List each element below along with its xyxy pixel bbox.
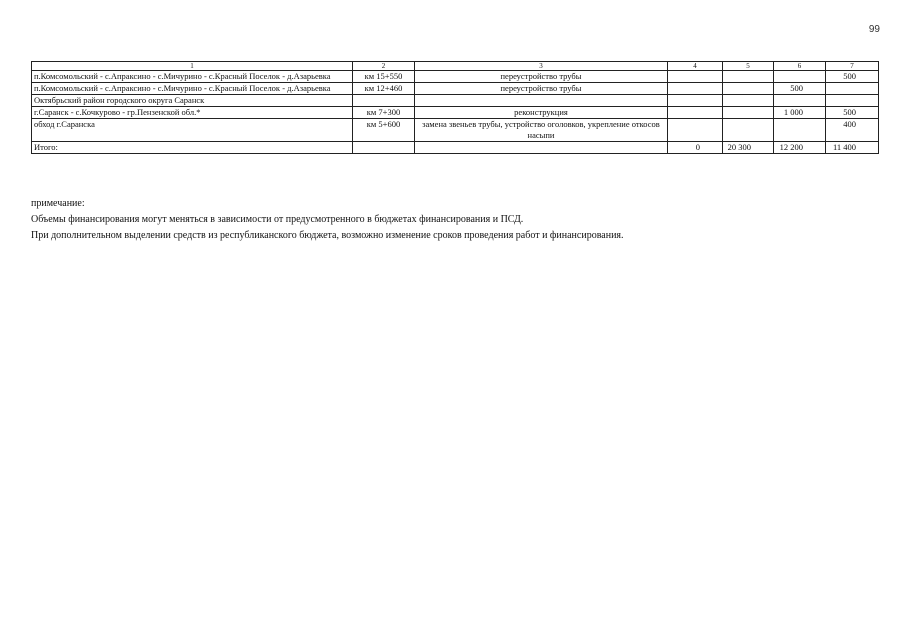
work-type-cell: реконструкция — [415, 107, 668, 119]
column-header: 4 — [668, 62, 723, 71]
empty-cell — [415, 142, 668, 154]
amount-col5-cell — [723, 107, 774, 119]
empty-cell — [353, 95, 415, 107]
table-row — [32, 83, 879, 95]
region-title: Октябрьский район городского округа Саранск — [32, 95, 353, 107]
total-col6-cell: 12 200 — [774, 142, 826, 154]
empty-cell — [723, 95, 774, 107]
amount-col4-cell — [668, 119, 723, 142]
column-header: 2 — [353, 62, 415, 71]
empty-cell — [668, 95, 723, 107]
amount-col5-cell — [723, 119, 774, 142]
empty-cell — [415, 95, 668, 107]
amount-col4-cell — [668, 83, 723, 95]
amount-col5-cell — [723, 71, 774, 83]
table-row — [32, 107, 879, 119]
empty-cell — [774, 95, 826, 107]
amount-col7-cell: 400 — [826, 119, 879, 142]
road-name-cell: п.Комсомольский - с.Апраксино - с.Мичурино - с.Красный Поселок - д.Азарьевка — [32, 71, 353, 83]
amount-col6-cell — [774, 71, 826, 83]
table-row — [32, 71, 879, 83]
amount-col5-cell — [723, 83, 774, 95]
amount-col7-cell — [826, 83, 879, 95]
work-type-cell: переустройство трубы — [415, 83, 668, 95]
table-header-row — [32, 62, 879, 71]
column-header: 6 — [774, 62, 826, 71]
notes-heading: примечание: — [31, 198, 85, 209]
amount-col6-cell — [774, 119, 826, 142]
amount-col4-cell — [668, 71, 723, 83]
work-type-cell: переустройство трубы — [415, 71, 668, 83]
funding-table — [31, 61, 879, 154]
km-cell: км 7+300 — [353, 107, 415, 119]
total-col7-cell: 11 400 — [826, 142, 879, 154]
amount-col7-cell: 500 — [826, 71, 879, 83]
note-line: Объемы финансирования могут меняться в зависимости от предусмотренного в бюджетах финансирования и ПСД. — [31, 214, 524, 225]
amount-col6-cell: 500 — [774, 83, 826, 95]
km-cell: км 5+600 — [353, 119, 415, 142]
column-header: 5 — [723, 62, 774, 71]
table-row — [32, 119, 879, 142]
road-name-cell: обход г.Саранска — [32, 119, 353, 142]
notes-section — [31, 196, 871, 244]
total-row — [32, 142, 879, 154]
amount-col6-cell: 1 000 — [774, 107, 826, 119]
road-name-cell: г.Саранск - с.Кочкурово - гр.Пензенской обл.* — [32, 107, 353, 119]
km-cell: км 15+550 — [353, 71, 415, 83]
total-label: Итого: — [32, 142, 353, 154]
region-row — [32, 95, 879, 107]
column-header: 7 — [826, 62, 879, 71]
column-header: 1 — [32, 62, 353, 71]
amount-col7-cell: 500 — [826, 107, 879, 119]
column-header: 3 — [415, 62, 668, 71]
note-line: При дополнительном выделении средств из республиканского бюджета, возможно изменение сроков проведения работ и финансирования. — [31, 230, 624, 241]
amount-col4-cell — [668, 107, 723, 119]
page-number: 99 — [868, 24, 880, 35]
work-type-cell: замена звеньев трубы, устройство оголовков, укрепление откосов насыпи — [415, 119, 668, 142]
total-col5-cell: 20 300 — [723, 142, 774, 154]
km-cell: км 12+460 — [353, 83, 415, 95]
empty-cell — [353, 142, 415, 154]
empty-cell — [826, 95, 879, 107]
total-col4-cell: 0 — [668, 142, 723, 154]
road-name-cell: п.Комсомольский - с.Апраксино - с.Мичурино - с.Красный Поселок - д.Азарьевка — [32, 83, 353, 95]
